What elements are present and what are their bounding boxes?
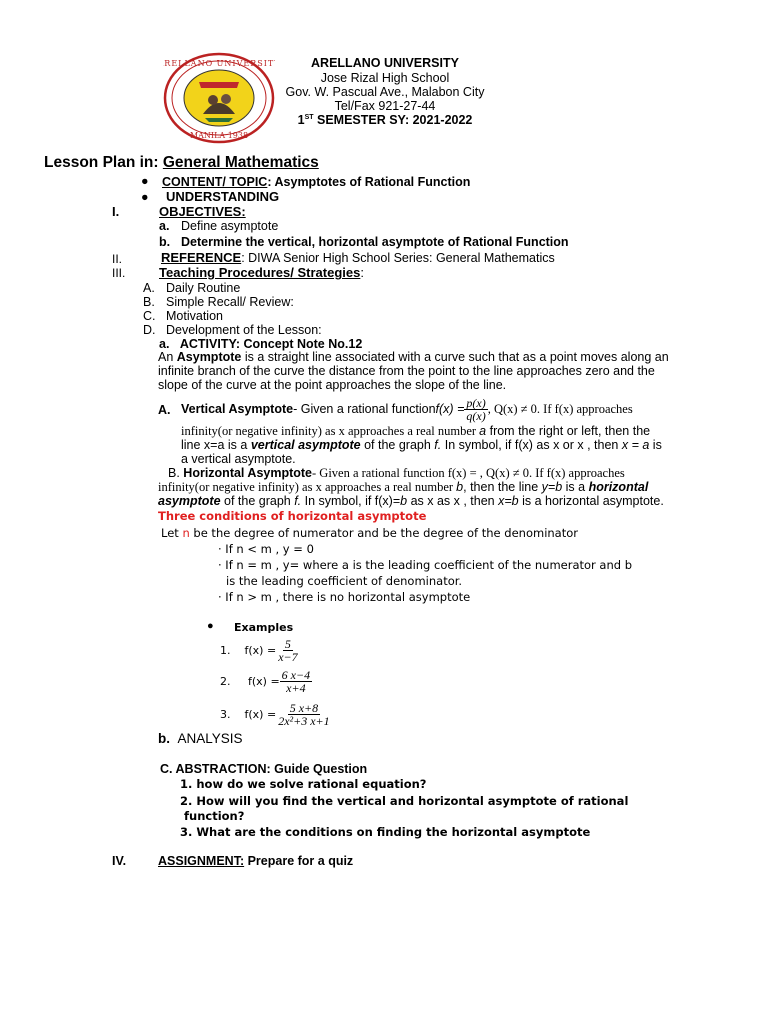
vertical-line4: a vertical asymptote. xyxy=(181,452,296,466)
conditions-intro: Let n be the degree of numerator and be the degree of the denominator xyxy=(161,526,578,540)
lesson-plan-title: Lesson Plan in: General Mathematics xyxy=(44,154,319,171)
assignment-number: IV. xyxy=(112,854,127,868)
guide-question-3: 3. What are the conditions on finding the horizontal asymptote xyxy=(180,825,591,839)
understanding-label: UNDERSTANDING xyxy=(166,189,280,204)
vertical-fraction: $\frac{p(x)}{q(x)}$ xyxy=(466,395,486,423)
asymptote-definition-line1: An Asymptote is a straight line associated with a curve such that as a point moves along an xyxy=(158,350,669,364)
procedures-heading: Teaching Procedures/ Strategies: xyxy=(159,265,364,280)
content-topic-bullet: ● xyxy=(141,174,149,188)
svg-text:ARELLANO UNIVERSITY: ARELLANO UNIVERSITY xyxy=(163,59,275,68)
svg-text:MANILA 1938: MANILA 1938 xyxy=(189,131,249,140)
procedure-item-d: D. xyxy=(143,323,156,337)
assignment-line: ASSIGNMENT: Prepare for a quiz xyxy=(158,854,354,868)
asymptote-definition-line2: infinite branch of the curve the distance from the point to the line approaches zero and the xyxy=(158,364,655,378)
guide-question-2a: 2. How will you find the vertical and horizontal asymptote of rational xyxy=(180,794,629,808)
vertical-line1: Vertical Asymptote - Given a rational function f(x) = $\frac{p(x)}{q(x)}$ , Q(x) ≠ 0. If f(x) approaches xyxy=(181,395,633,423)
asymptote-definition-line3: slope of the curve at the point approaches the slope of the line. xyxy=(158,378,507,392)
objective-b-label: b. xyxy=(159,235,171,249)
examples-heading: Examples xyxy=(234,621,294,634)
example-2-fraction: $\frac{6 x-4}{x+4}$ xyxy=(281,667,311,695)
condition-1: · If n < m , y = 0 xyxy=(218,542,314,556)
procedure-item-b: B. xyxy=(143,295,155,309)
horizontal-line3: asymptote of the graph f. In symbol, if f(x)=b as x as x , then x=b is a horizontal asymptote. xyxy=(158,494,664,508)
horizontal-line2: infinity(or negative infinity) as x approaches a real number b, then the line y=b is a horizontal xyxy=(158,480,649,494)
objective-b-text: Determine the vertical, horizontal asymptote of Rational Function xyxy=(181,235,569,249)
understanding-bullet: ● xyxy=(141,190,149,204)
examples-bullet: ● xyxy=(207,620,214,632)
objectives-number: I. xyxy=(112,204,120,219)
conditions-title: Three conditions of horizontal asymptote xyxy=(158,509,427,523)
procedure-item-c: C. xyxy=(143,309,156,323)
vertical-label: A. xyxy=(158,403,171,417)
school-telfax: Tel/Fax 921-27-44 xyxy=(334,99,436,113)
analysis-line: b. ANALYSIS xyxy=(158,731,243,746)
reference-line: REFERENCE: DIWA Senior High School Series: General Mathematics xyxy=(161,250,555,265)
horizontal-line1: B. Horizontal Asymptote- Given a rational function f(x) = , Q(x) ≠ 0. If f(x) approaches xyxy=(168,466,625,480)
school-address: Gov. W. Pascual Ave., Malabon City xyxy=(285,85,485,99)
example-1: 1. f(x) = $\frac{5}{x-7}$ xyxy=(220,636,298,664)
procedure-item-a: A. xyxy=(143,281,155,295)
reference-number: II. xyxy=(112,252,123,266)
abstraction-heading: C. ABSTRACTION: Guide Question xyxy=(160,762,368,776)
university-name: ARELLANO UNIVERSITY xyxy=(311,56,459,70)
content-topic: CONTENT/ TOPIC: Asymptotes of Rational Function xyxy=(162,175,471,189)
condition-2a: · If n = m , y= where a is the leading coefficient of the numerator and b xyxy=(218,558,633,572)
guide-question-1: 1. how do we solve rational equation? xyxy=(180,777,427,791)
activity-heading: a. ACTIVITY: Concept Note No.12 xyxy=(159,337,363,351)
condition-2b: is the leading coefficient of denominator. xyxy=(226,574,463,588)
procedure-text-c: Motivation xyxy=(166,309,223,323)
procedures-number: III. xyxy=(112,266,126,280)
vertical-line3: line x=a is a vertical asymptote of the graph f. In symbol, if f(x) as x or x , then x = a is xyxy=(181,438,662,452)
vertical-line2: infinity(or negative infinity) as x approaches a real number a from the right or left, then the xyxy=(181,424,651,438)
guide-question-2b: function? xyxy=(184,809,245,823)
procedure-text-b: Simple Recall/ Review: xyxy=(166,295,294,309)
semester-line: 1ST SEMESTER SY: 2021-2022 xyxy=(297,113,473,127)
procedure-text-a: Daily Routine xyxy=(166,281,241,295)
example-3: 3. f(x) = $\frac{5 x+8}{\text{2x²+3 x+1}}$ xyxy=(220,700,330,728)
objective-a-text: Define asymptote xyxy=(181,219,279,233)
example-1-fraction: $\frac{5}{x-7}$ xyxy=(278,636,298,664)
example-3-fraction: $\frac{5 x+8}{\text{2x²+3 x+1}}$ xyxy=(278,700,330,728)
procedure-text-d: Development of the Lesson: xyxy=(166,323,322,337)
objectives-heading: OBJECTIVES: xyxy=(159,204,246,219)
condition-3: · If n > m , there is no horizontal asymptote xyxy=(218,590,471,604)
school-name: Jose Rizal High School xyxy=(320,71,450,85)
objective-a-label: a. xyxy=(159,219,170,233)
example-2: 2. f(x) = $\frac{6 x-4}{x+4}$ xyxy=(220,667,311,695)
